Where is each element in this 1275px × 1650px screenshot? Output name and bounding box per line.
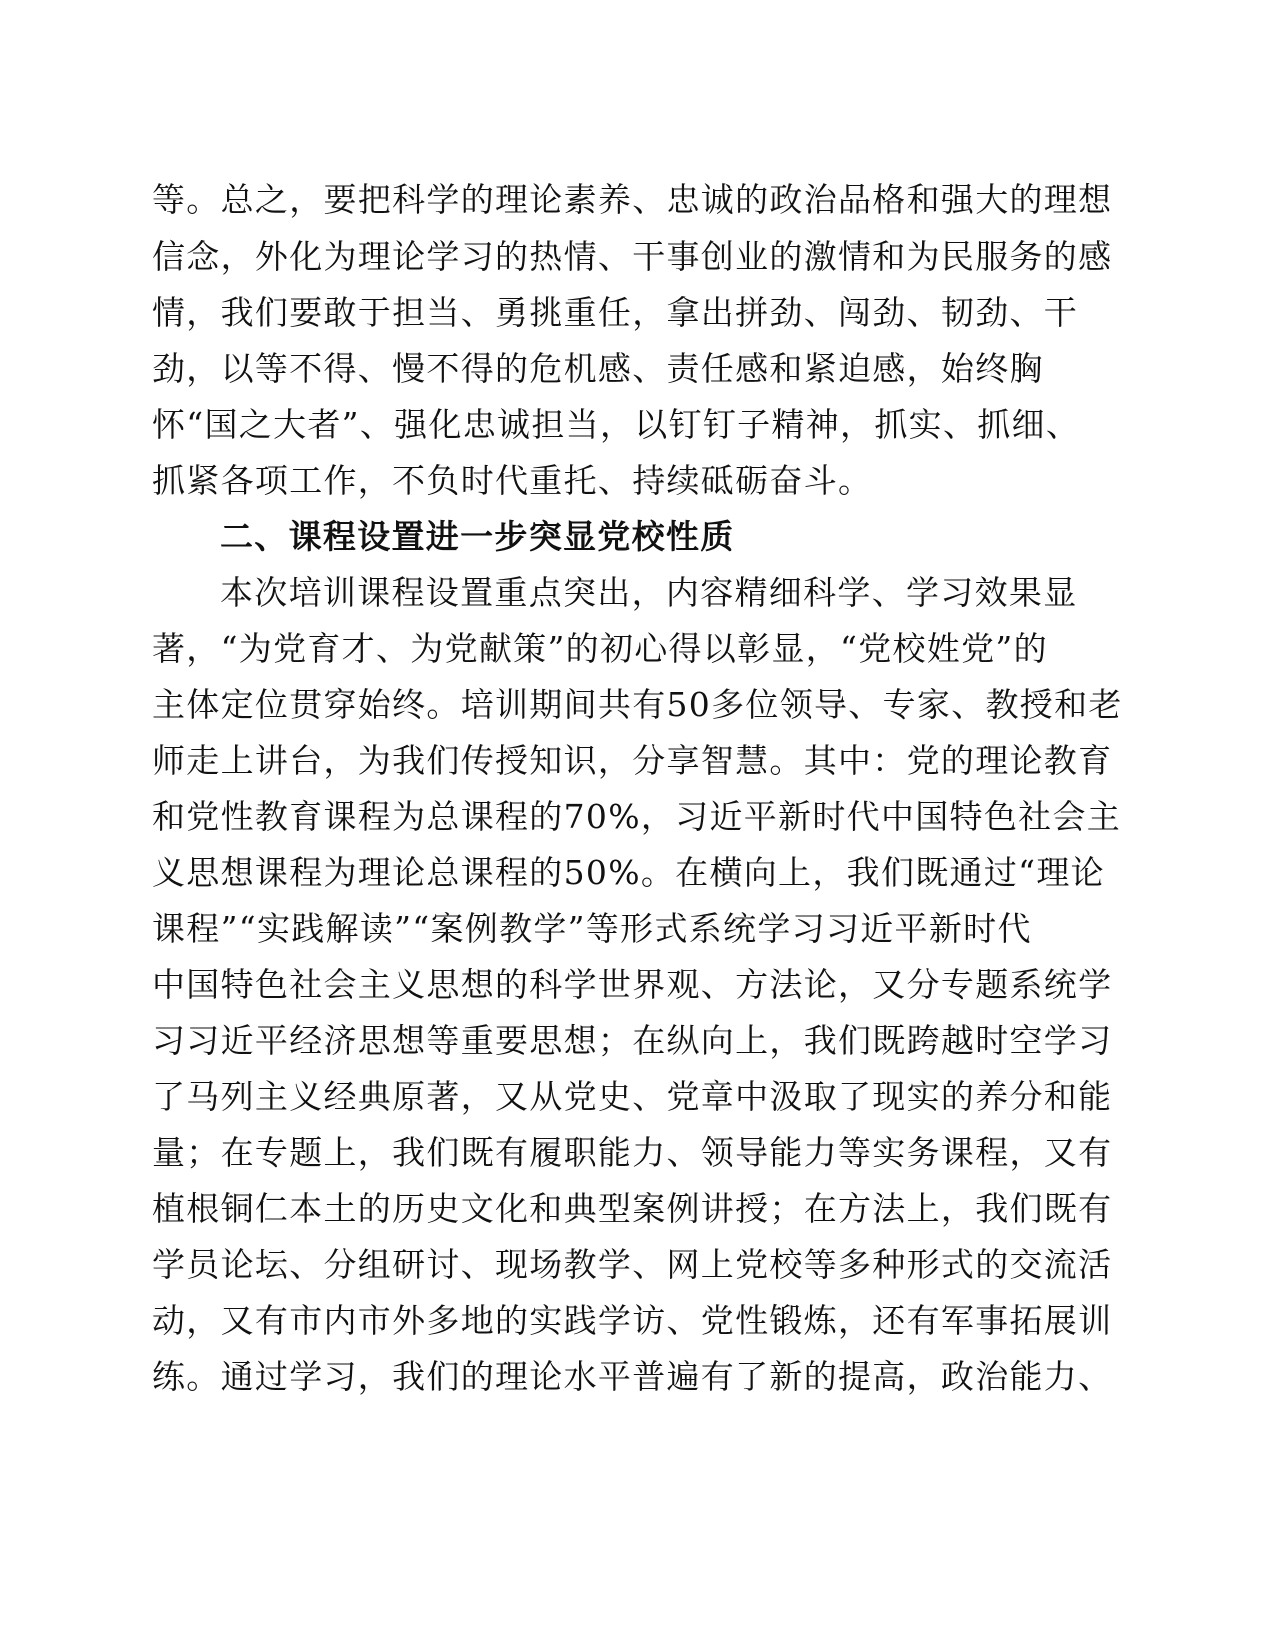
section-heading: 二、课程设置进一步突显党校性质 <box>220 517 735 556</box>
text-line: 怀“国之大者”、强化忠诚担当，以钉钉子精神，抓实、抓细、 <box>152 405 1081 444</box>
text-line: 义思想课程为理论总课程的50%。在横向上，我们既通过“理论 <box>152 853 1105 892</box>
text-line: 习习近平经济思想等重要思想；在纵向上，我们既跨越时空学习 <box>152 1021 1113 1060</box>
text-line: 课程”“实践解读”“案例教学”等形式系统学习习近平新时代 <box>152 909 1032 948</box>
text-line: 信念，外化为理论学习的热情、干事创业的激情和为民服务的感 <box>152 237 1113 276</box>
text-line: 量；在专题上，我们既有履职能力、领导能力等实务课程，又有 <box>152 1133 1113 1172</box>
text-line: 学员论坛、分组研讨、现场教学、网上党校等多种形式的交流活 <box>152 1245 1113 1284</box>
text-line: 练。通过学习，我们的理论水平普遍有了新的提高，政治能力、 <box>152 1357 1113 1396</box>
text-line: 本次培训课程设置重点突出，内容精细科学、学习效果显 <box>220 573 1078 612</box>
text-line: 师走上讲台，为我们传授知识，分享智慧。其中：党的理论教育 <box>152 741 1113 780</box>
text-line: 著，“为党育才、为党献策”的初心得以彰显，“党校姓党”的 <box>152 629 1048 668</box>
text-line: 情，我们要敢于担当、勇挑重任，拿出拼劲、闯劲、韧劲、干 <box>152 293 1079 332</box>
text-line: 了马列主义经典原著，又从党史、党章中汲取了现实的养分和能 <box>152 1077 1113 1116</box>
text-line: 抓紧各项工作，不负时代重托、持续砥砺奋斗。 <box>152 461 873 500</box>
text-line: 植根铜仁本土的历史文化和典型案例讲授；在方法上，我们既有 <box>152 1189 1113 1228</box>
text-line: 劲，以等不得、慢不得的危机感、责任感和紧迫感，始终胸 <box>152 349 1044 388</box>
text-line: 主体定位贯穿始终。培训期间共有50多位领导、专家、教授和老 <box>152 685 1123 724</box>
text-line: 中国特色社会主义思想的科学世界观、方法论，又分专题系统学 <box>152 965 1113 1004</box>
text-line: 和党性教育课程为总课程的70%，习近平新时代中国特色社会主 <box>152 797 1122 836</box>
text-line: 等。总之，要把科学的理论素养、忠诚的政治品格和强大的理想 <box>152 180 1113 219</box>
text-line: 动，又有市内市外多地的实践学访、党性锻炼，还有军事拓展训 <box>152 1301 1113 1340</box>
